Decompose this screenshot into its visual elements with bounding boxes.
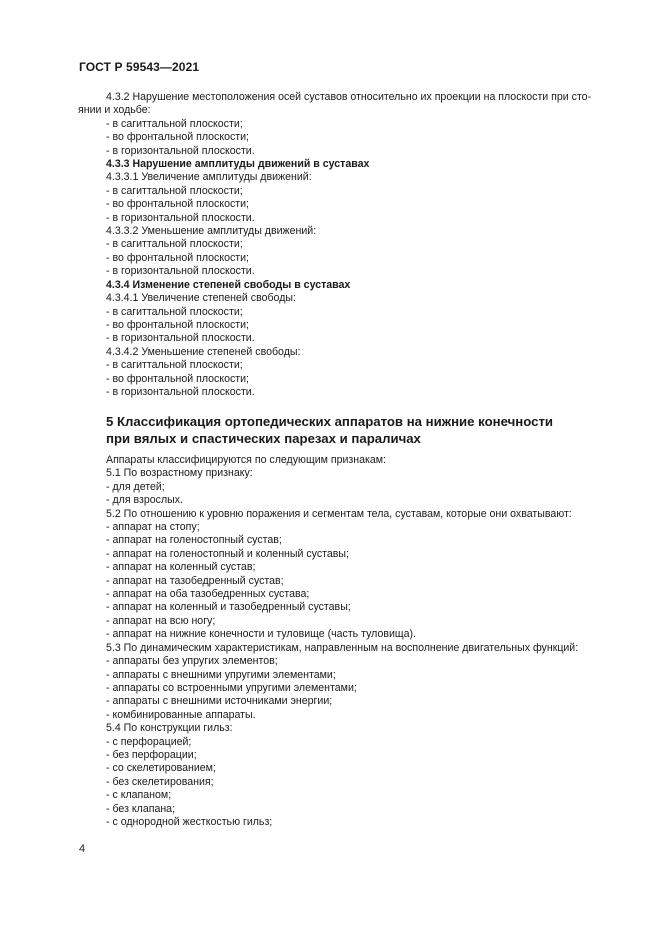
list-item: - во фронтальной плоскости; [106, 318, 249, 331]
section-5-heading [106, 413, 626, 447]
list-item: - в сагиттальной плоскости; [106, 238, 243, 251]
list-item: - со скелетированием; [106, 762, 216, 775]
list-item: - аппарат на нижние конечности и туловище (часть туловища). [106, 628, 416, 641]
list-item: - во фронтальной плоскости; [106, 372, 249, 385]
section-5-text [106, 454, 616, 829]
list-item: 4.3.3.1 Увеличение амплитуды движений: [106, 171, 312, 184]
list-item: - во фронтальной плоскости; [106, 131, 249, 144]
list-item: - аппараты со встроенными упругими элементами; [106, 681, 357, 694]
list-item: - во фронтальной плоскости; [106, 198, 249, 211]
list-item: - аппарат на всю ногу; [106, 614, 216, 627]
list-item: - комбинированные аппараты. [106, 708, 256, 721]
paragraph-line: 5.1 По возрастному признаку: [106, 467, 253, 480]
list-item: - с однородной жесткостью гильз; [106, 815, 273, 828]
list-item: 4.3.4.2 Уменьшение степеней свободы: [106, 345, 301, 358]
subsection-heading: 4.3.3 Нарушение амплитуды движений в суставах [106, 158, 370, 171]
list-item: - аппарат на голеностопный и коленный суставы; [106, 547, 349, 560]
heading-line: при вялых и спастических парезах и параличах [106, 431, 421, 446]
paragraph-line: Аппараты классифицируются по следующим признакам: [106, 454, 386, 466]
list-item: - в сагиттальной плоскости; [106, 305, 243, 318]
list-item: - в горизонтальной плоскости. [106, 211, 255, 224]
list-item: - для детей; [106, 480, 165, 493]
list-item: 4.3.3.2 Уменьшение амплитуды движений: [106, 225, 317, 238]
list-item: - аппарат на тазобедренный сустав; [106, 574, 284, 587]
list-item: - в горизонтальной плоскости. [106, 385, 255, 398]
list-item: - в горизонтальной плоскости. [106, 144, 255, 157]
list-item: - с перфорацией; [106, 735, 192, 748]
list-item: - в сагиттальной плоскости; [106, 184, 243, 197]
paragraph-line: янии и ходьбе: [78, 104, 151, 117]
list-item: - без скелетирования; [106, 775, 214, 788]
subsection-heading: 4.3.4 Изменение степеней свободы в суставах [106, 278, 351, 291]
list-item: - аппарат на коленный сустав; [106, 561, 256, 574]
paragraph-line: 5.2 По отношению к уровню поражения и сегментам тела, суставам, которые они охватывают: [106, 507, 572, 520]
section-4-text [78, 91, 616, 399]
list-item: - аппараты с внешними упругими элементами; [106, 668, 336, 681]
document-code: ГОСТ Р 59543—2021 [79, 60, 200, 74]
list-item: - в сагиттальной плоскости; [106, 117, 243, 130]
list-item: - с клапаном; [106, 789, 172, 802]
list-item: - без клапана; [106, 802, 176, 815]
list-item: 4.3.4.1 Увеличение степеней свободы: [106, 292, 296, 305]
page-number: 4 [79, 843, 86, 855]
list-item: - без перфорации; [106, 748, 197, 761]
list-item: - аппараты с внешними источниками энергии; [106, 695, 333, 708]
list-item: - аппарат на оба тазобедренных сустава; [106, 588, 310, 601]
list-item: - аппарат на стопу; [106, 521, 200, 534]
list-item: - в горизонтальной плоскости. [106, 265, 255, 278]
list-item: - во фронтальной плоскости; [106, 251, 249, 264]
list-item: - аппараты без упругих элементов; [106, 655, 278, 668]
heading-line: 5 Классификация ортопедических аппаратов на нижние конечности [106, 414, 554, 429]
list-item: - аппарат на коленный и тазобедренный суставы; [106, 601, 351, 614]
paragraph-line: 5.3 По динамическим характеристикам, направленным на восполнение двигательных функций: [106, 641, 579, 654]
list-item: - в сагиттальной плоскости; [106, 359, 243, 372]
paragraph-line: 4.3.2 Нарушение местоположения осей суставов относительно их проекции на плоскости при сто- [106, 91, 592, 103]
list-item: - в горизонтальной плоскости. [106, 332, 255, 345]
list-item: - аппарат на голеностопный сустав; [106, 534, 282, 547]
list-item: - для взрослых. [106, 494, 183, 507]
paragraph-line: 5.4 По конструкции гильз: [106, 722, 233, 735]
